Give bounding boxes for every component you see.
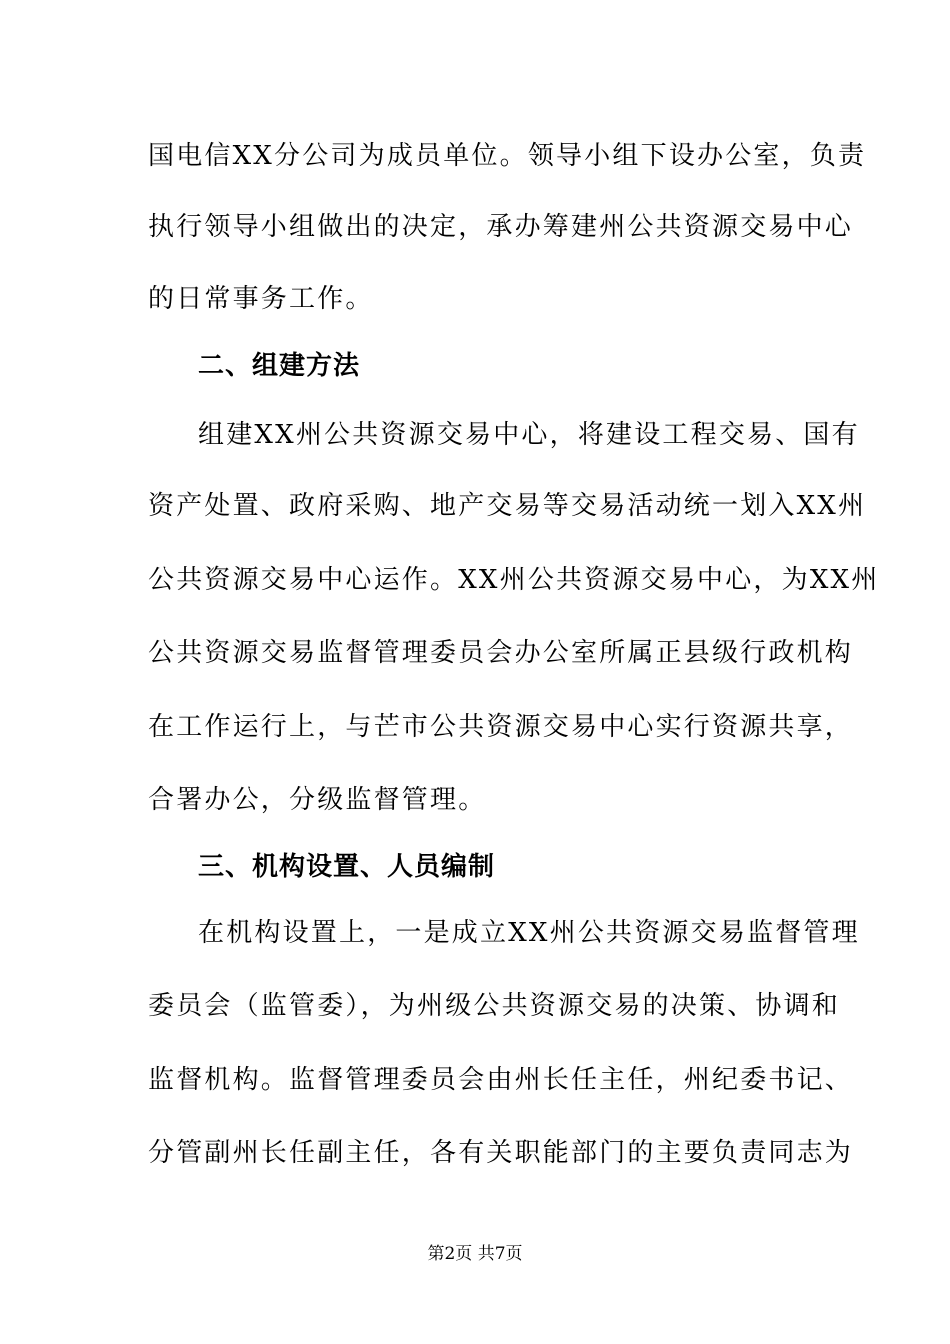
body-text-line: 分管副州长任副主任，各有关职能部门的主要负责同志为 <box>148 1138 854 1168</box>
body-text-line: 公共资源交易监督管理委员会办公室所属正县级行政机构 <box>148 638 854 668</box>
body-text-line: 合署办公，分级监督管理。 <box>148 785 487 815</box>
body-text-line: 资产处置、政府采购、地产交易等交易活动统一划入XX州 <box>148 491 867 521</box>
body-text-line: 委员会（监管委），为州级公共资源交易的决策、协调和 <box>148 991 841 1021</box>
body-text-line: 在机构设置上，一是成立XX州公共资源交易监督管理 <box>198 918 860 948</box>
body-text-line: 公共资源交易中心运作。XX州公共资源交易中心，为XX州 <box>148 565 880 595</box>
body-text-line: 监督机构。监督管理委员会由州长任主任，州纪委书记、 <box>148 1065 854 1095</box>
body-text-line: 在工作运行上，与芒市公共资源交易中心实行资源共享， <box>148 712 854 742</box>
body-text-line: 执行领导小组做出的决定，承办筹建州公共资源交易中心 <box>148 212 854 242</box>
section-heading: 二、组建方法 <box>198 351 361 381</box>
body-text-line: 的日常事务工作。 <box>148 284 374 314</box>
body-text-line: 组建XX州公共资源交易中心，将建设工程交易、国有 <box>198 420 860 450</box>
section-heading: 三、机构设置、人员编制 <box>198 852 496 882</box>
page-number-footer: 第2页 共7页 <box>427 1244 523 1264</box>
body-text-line: 国电信XX分公司为成员单位。领导小组下设办公室，负责 <box>148 141 867 171</box>
